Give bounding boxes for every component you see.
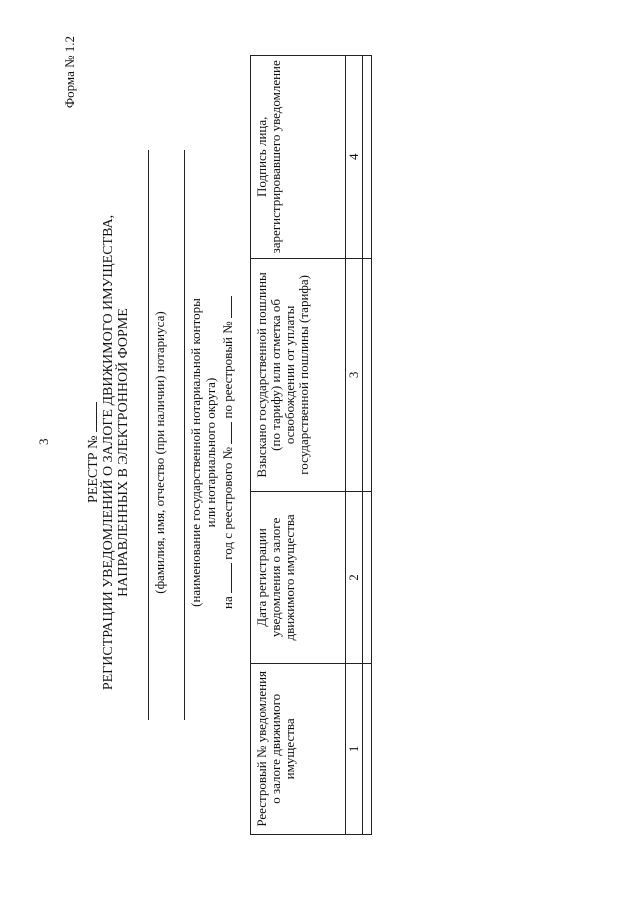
registry-number-blank <box>85 402 97 432</box>
registry-title <box>85 0 131 905</box>
to-number-blank <box>220 296 232 318</box>
header-state-fee: Взыскано государственной пошлины (по тарифу) или отметка об освобождении от уплаты государственной пошлины (тарифа) <box>251 258 346 492</box>
year-blank <box>220 563 232 593</box>
period-mid: год с реестрового № <box>220 447 235 560</box>
title-line-1 <box>85 0 101 905</box>
notary-caption: (фамилия, имя, отчество (при наличии) нотариуса) <box>152 311 167 594</box>
page-number: 3 <box>36 438 51 445</box>
notary-name-line <box>148 150 149 720</box>
office-caption-line-1: (наименование государственной нотариальной конторы <box>188 298 203 607</box>
empty-cell <box>363 492 372 663</box>
column-number: 1 <box>346 663 363 834</box>
column-number: 2 <box>346 492 363 663</box>
title-line-2: РЕГИСТРАЦИИ УВЕДОМЛЕНИЙ О ЗАЛОГЕ ДВИЖИМОГО ИМУЩЕСТВА, <box>101 214 116 691</box>
header-registry-number: Реестровый № уведомления о залоге движимого имущества <box>251 663 346 834</box>
column-number: 3 <box>346 258 363 492</box>
empty-row <box>363 56 372 835</box>
office-name-line <box>184 150 185 720</box>
registry-table <box>250 55 372 835</box>
title-registry-label: РЕЕСТР № <box>86 435 101 503</box>
empty-cell <box>363 663 372 834</box>
title-line-3: НАПРАВЛЕННЫХ В ЭЛЕКТРОННОЙ ФОРМЕ <box>116 308 131 597</box>
header-registration-date: Дата регистрации уведомления о залоге движимого имущества <box>251 492 346 663</box>
form-number: Форма № 1.2 <box>62 36 77 109</box>
empty-cell <box>363 56 372 259</box>
empty-cell <box>363 258 372 492</box>
header-row <box>251 56 346 835</box>
office-caption-line-2: или нотариального округа) <box>203 377 218 528</box>
from-number-blank <box>220 422 232 444</box>
period-line <box>220 0 235 905</box>
column-number-row <box>346 56 363 835</box>
period-prefix: на <box>220 596 235 609</box>
column-number: 4 <box>346 56 363 259</box>
header-signature: Подпись лица, зарегистрировавшего уведомление <box>251 56 346 259</box>
period-suffix: по реестровый № <box>220 321 235 419</box>
